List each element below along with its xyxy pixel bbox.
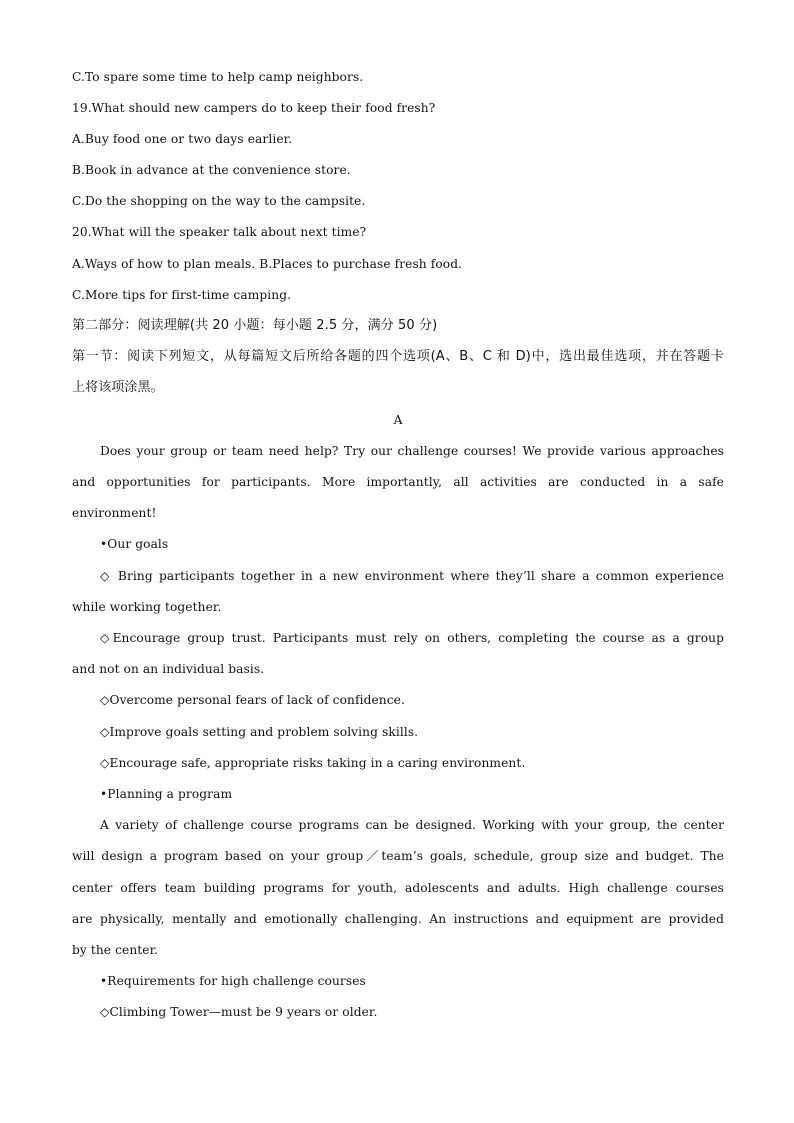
goal-5: ◇Encourage safe, appropriate risks taking in a caring environment.: [100, 756, 526, 770]
option-20c: C.More tips for first-time camping.: [72, 288, 292, 302]
goal-4: ◇Improve goals setting and problem solving skills.: [100, 725, 419, 739]
option-19a: A.Buy food one or two days earlier.: [72, 132, 293, 146]
passage-label: A: [393, 413, 403, 427]
passage-intro-line-3: environment!: [72, 506, 157, 520]
heading-planning: •Planning a program: [100, 787, 233, 801]
planning-line-5: by the center.: [72, 943, 159, 957]
question-19: 19.What should new campers do to keep their food fresh?: [72, 101, 436, 115]
option-19b: B.Book in advance at the convenience store.: [72, 163, 351, 177]
section-instructions-line-2: 上将该项涂黑。: [72, 380, 164, 395]
passage-intro-line-1: Does your group or team need help? Try our challenge courses! We provide various approaches: [100, 444, 724, 458]
option-19c: C.Do the shopping on the way to the campsite.: [72, 194, 366, 208]
goal-2-line-1: ◇Encourage group trust. Participants must rely on others, completing the course as a group: [100, 631, 724, 645]
planning-line-4: are physically, mentally and emotionally challenging. An instructions and equipment are provided: [72, 912, 724, 926]
question-20: 20.What will the speaker talk about next time?: [72, 225, 367, 239]
goal-2-line-2: and not on an individual basis.: [72, 662, 265, 676]
section-instructions-line-1: 第一节：阅读下列短文，从每篇短文后所给各题的四个选项(A、B、C 和 D)中，选出最佳选项，并在答题卡: [72, 349, 724, 364]
planning-line-2: will design a program based on your group／team’s goals, schedule, group size and budget. The: [72, 849, 724, 863]
options-20ab: A.Ways of how to plan meals. B.Places to purchase fresh food.: [72, 257, 463, 271]
heading-requirements: •Requirements for high challenge courses: [100, 974, 366, 988]
planning-line-3: center offers team building programs for youth, adolescents and adults. High challenge courses: [72, 881, 724, 895]
requirement-1: ◇Climbing Tower—must be 9 years or older.: [100, 1005, 378, 1019]
option-18c: C.To spare some time to help camp neighbors.: [72, 70, 364, 84]
goal-1-line-1: ◇ Bring participants together in a new environment where they’ll share a common experience: [100, 569, 724, 583]
heading-our-goals: •Our goals: [100, 537, 169, 551]
goal-1-line-2: while working together.: [72, 600, 222, 614]
section-heading: 第二部分：阅读理解(共 20 小题：每小题 2.5 分，满分 50 分): [72, 318, 438, 333]
planning-line-1: A variety of challenge course programs can be designed. Working with your group, the center: [100, 818, 724, 832]
goal-3: ◇Overcome personal fears of lack of confidence.: [100, 693, 405, 707]
passage-intro-line-2: and opportunities for participants. More importantly, all activities are conducted in a safe: [72, 475, 724, 489]
